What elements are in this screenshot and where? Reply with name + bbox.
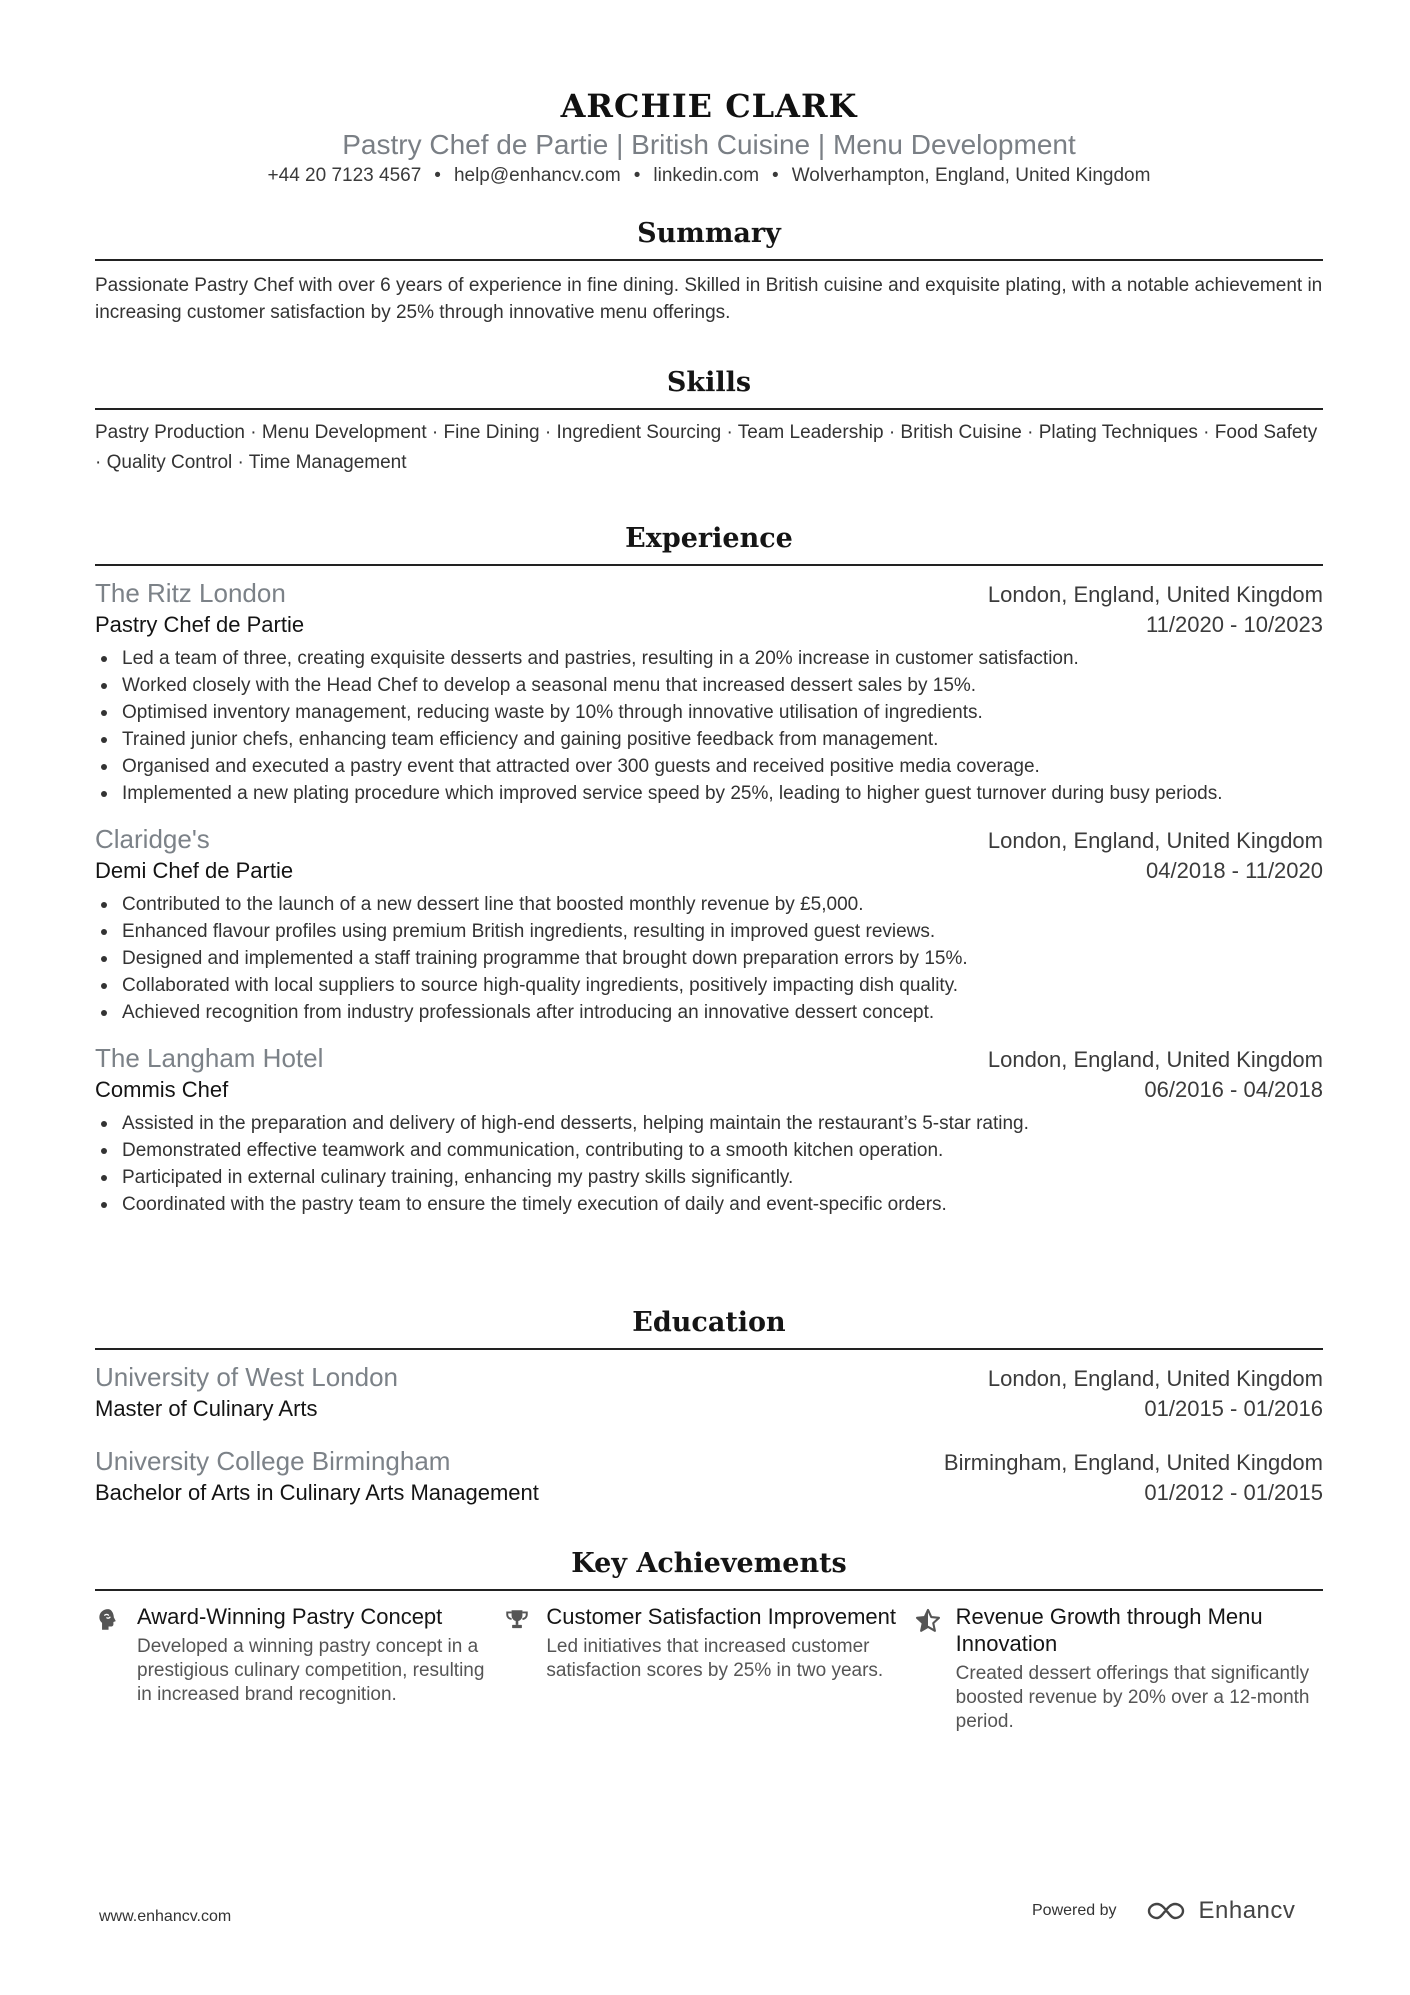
achievement-item — [504, 1603, 913, 1734]
separator-dot: • — [772, 165, 779, 186]
list-item: Worked closely with the Head Chef to develop a seasonal menu that increased dessert sales by 15%. — [95, 672, 1323, 699]
separator-dot: • — [434, 165, 441, 186]
school-location: London, England, United Kingdom — [987, 1366, 1323, 1391]
job-location: London, England, United Kingdom — [987, 1047, 1323, 1072]
experience-entry — [95, 576, 1323, 807]
linkedin-link[interactable]: linkedin.com — [653, 165, 760, 186]
company-name: The Langham Hotel — [95, 1043, 324, 1073]
achievement-item — [914, 1603, 1323, 1734]
list-item: Assisted in the preparation and delivery of high-end desserts, helping maintain the restaurant’s 5-star rating. — [95, 1110, 1323, 1137]
bullet-list — [95, 645, 1323, 807]
section-title: Education — [95, 1306, 1323, 1350]
candidate-name: ARCHIE CLARK — [560, 87, 858, 125]
skills-section — [95, 366, 1323, 478]
achievement-description: Developed a winning pastry concept in a prestigious culinary competition, resulting in increased brand recognition. — [137, 1636, 485, 1705]
degree: Bachelor of Arts in Culinary Arts Management — [95, 1480, 539, 1505]
summary-text: Passionate Pastry Chef with over 6 years of experience in fine dining. Skilled in British cuisine and exquisite plating, with a notable achievement in increasing customer satisfaction by 25% through innovative menu offerings. — [95, 275, 1323, 323]
list-item: Designed and implemented a staff training programme that brought down preparation errors by 15%. — [95, 945, 1323, 972]
achievements-section — [95, 1547, 1323, 1734]
footer-website-link[interactable]: www.enhancv.com — [99, 1908, 232, 1925]
resume-header — [95, 0, 1323, 189]
achievement-title: Award-Winning Pastry Concept — [137, 1604, 443, 1629]
list-item: Demonstrated effective teamwork and communication, contributing to a smooth kitchen operation. — [95, 1137, 1323, 1164]
education-dates: 01/2015 - 01/2016 — [1144, 1396, 1323, 1421]
achievement-description: Led initiatives that increased customer satisfaction scores by 25% in two years. — [546, 1636, 884, 1681]
list-item: Achieved recognition from industry professionals after introducing an innovative dessert concept. — [95, 999, 1323, 1026]
school-location: Birmingham, England, United Kingdom — [943, 1450, 1323, 1475]
list-item: Enhanced flavour profiles using premium British ingredients, resulting in improved guest reviews. — [95, 918, 1323, 945]
bullet-list — [95, 891, 1323, 1026]
job-dates: 06/2016 - 04/2018 — [1144, 1077, 1323, 1102]
experience-section — [95, 522, 1323, 1218]
list-item: Coordinated with the pastry team to ensure the timely execution of daily and event-specific orders. — [95, 1191, 1323, 1218]
education-dates: 01/2012 - 01/2015 — [1144, 1480, 1323, 1505]
company-name: Claridge's — [95, 824, 210, 854]
experience-entry — [95, 822, 1323, 1026]
achievement-title: Revenue Growth through Menu Innovation — [955, 1604, 1263, 1656]
contact-line — [95, 163, 1323, 189]
list-item: Organised and executed a pastry event that attracted over 300 guests and received positive media coverage. — [95, 753, 1323, 780]
school-name: University College Birmingham — [95, 1446, 451, 1476]
brain-icon — [95, 1603, 137, 1734]
job-dates: 11/2020 - 10/2023 — [1146, 612, 1323, 637]
resume-page — [95, 0, 1323, 1995]
school-name: University of West London — [95, 1362, 398, 1392]
section-title: Skills — [95, 366, 1323, 410]
list-item: Implemented a new plating procedure which improved service speed by 25%, leading to higher guest turnover during busy periods. — [95, 780, 1323, 807]
enhancv-logo-icon — [1143, 1899, 1191, 1923]
phone[interactable]: +44 20 7123 4567 — [267, 165, 422, 186]
email-link[interactable]: help@enhancv.com — [453, 165, 621, 186]
list-item: Trained junior chefs, enhancing team efficiency and gaining positive feedback from management. — [95, 726, 1323, 753]
powered-by-label: Powered by — [1032, 1902, 1117, 1919]
achievement-title: Customer Satisfaction Improvement — [546, 1604, 897, 1629]
degree: Master of Culinary Arts — [95, 1396, 318, 1421]
job-location: London, England, United Kingdom — [987, 582, 1323, 607]
education-entry — [95, 1360, 1323, 1424]
footer-branding — [1032, 1897, 1295, 1925]
skills-text: Pastry Production · Menu Development · Fine Dining · Ingredient Sourcing · Team Leadership · British Cuisine · Plating Techniques · Food Safety · Quality Control · Time Management — [95, 422, 1318, 473]
section-title: Key Achievements — [95, 1547, 1323, 1591]
job-location: London, England, United Kingdom — [987, 828, 1323, 853]
company-name: The Ritz London — [95, 578, 286, 608]
experience-entry — [95, 1041, 1323, 1218]
list-item: Collaborated with local suppliers to source high-quality ingredients, positively impacting dish quality. — [95, 972, 1323, 999]
bullet-list — [95, 1110, 1323, 1218]
job-title: Commis Chef — [95, 1077, 229, 1102]
brand-logo[interactable] — [1143, 1897, 1296, 1925]
education-section — [95, 1306, 1323, 1508]
achievement-item — [95, 1603, 504, 1734]
list-item: Led a team of three, creating exquisite desserts and pastries, resulting in a 20% increase in customer satisfaction. — [95, 645, 1323, 672]
headline: Pastry Chef de Partie | British Cuisine | Menu Development — [342, 129, 1076, 160]
list-item: Participated in external culinary training, enhancing my pastry skills significantly. — [95, 1164, 1323, 1191]
location: Wolverhampton, England, United Kingdom — [791, 165, 1151, 186]
list-item: Contributed to the launch of a new dessert line that boosted monthly revenue by £5,000. — [95, 891, 1323, 918]
education-entry — [95, 1444, 1323, 1508]
separator-dot: • — [633, 165, 641, 186]
brand-name: Enhancv — [1198, 1897, 1296, 1924]
job-title: Pastry Chef de Partie — [95, 612, 305, 637]
section-title: Experience — [95, 522, 1323, 566]
job-dates: 04/2018 - 11/2020 — [1146, 858, 1323, 883]
section-title: Summary — [95, 217, 1323, 261]
trophy-icon — [504, 1603, 546, 1734]
list-item: Optimised inventory management, reducing waste by 10% through innovative utilisation of ingredients. — [95, 699, 1323, 726]
star-icon — [914, 1603, 956, 1734]
summary-section — [95, 217, 1323, 326]
job-title: Demi Chef de Partie — [95, 858, 294, 883]
achievement-description: Created dessert offerings that significantly boosted revenue by 20% over a 12-month period. — [955, 1663, 1310, 1732]
achievements-grid — [95, 1603, 1323, 1734]
